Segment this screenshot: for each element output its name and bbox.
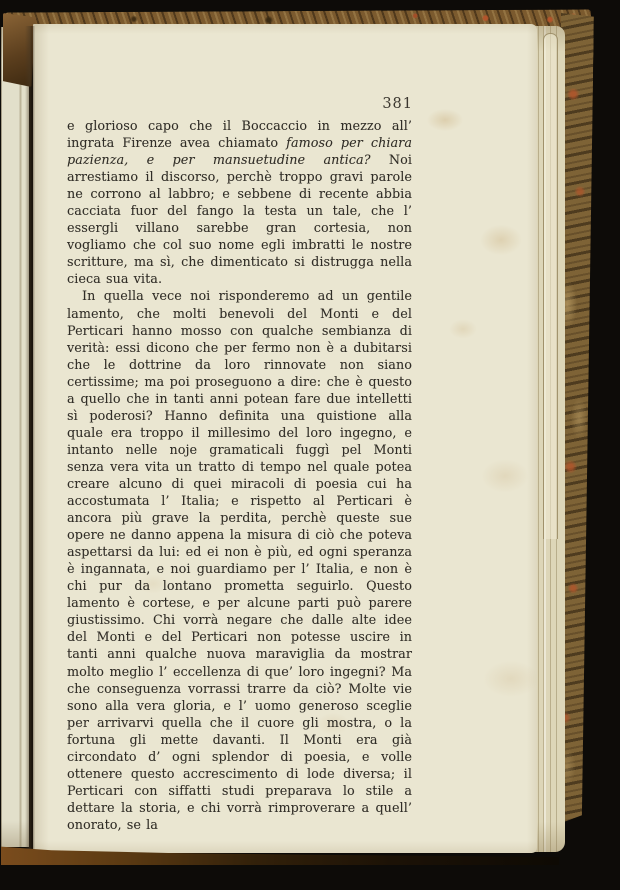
text-run: In quella vece noi risponderemo ad un gentile lamento, che molti benevoli del Monti e del Perticari hanno mosso con qualche sembianza di verità: essi dicono che per fermo non è a dubitarsi che le dottrine da loro rinnovate non siano certissime; ma poi proseguono a dire: che è questo a quello che in tanti anni potean fare due intelletti sì poderosi? Hanno definita una quistione alla quale era troppo il millesimo del loro ingegno, e intanto nelle noje gramaticali fuggì pel Monti senza vera vita un tratto di tempo nel quale potea creare alcuno di quei miracoli di poesia cui ha accostumata l’ Italia; e rispetto al Perticari è ancora più grave la perdita, perchè queste sue opere ne danno appena la misura di ciò che poteva aspettarsi da lui: ed ei non è più, ed ogni speranza è ingannata, e noi guardiamo per l’ Italia, e non è chi pur da lontano prometta seguirlo. Questo lamento è cortese, e per alcune parti può parere giustissimo. Chi vorrà negare che dalle alte idee del Monti e del Perticari non potesse uscire in tanti anni qualche nuova maraviglia da mostrar molto meglio l’ eccellenza di que’ loro ingegni? Ma che conseguenza vorrassi trarre da ciò? Molte vie sono alla vera gloria, e l’ uomo generoso sceglie per arrivarvi quella che il cuore gli mostra, o la fortuna gli mette davanti. Il Monti era già circondato d’ ogni splendor di poesia, e volle ottenere questo accrescimento di lode diversa; il Perticari con siffatti studi preparava lo stile a dettare la storia, e chi vorrà rimproverare a quell’ onorato, se la (67, 288, 412, 832)
book-page (33, 24, 537, 853)
page-text (67, 117, 412, 833)
italic-run: famoso per chiara pazienza, e per mansuetudine antica? (67, 135, 412, 168)
page-number: 381 (382, 96, 413, 112)
curled-sheet-edge (543, 33, 558, 539)
paragraph (67, 117, 412, 287)
paragraph (67, 287, 412, 833)
text-run: e glorioso capo che il Boccaccio in mezzo all’ ingrata Firenze avea chiamato (67, 118, 412, 151)
gutter-shadow (25, 26, 37, 850)
text-run: Noi arrestiamo il discorso, perchè troppo gravi parole ne corrono al labbro; e sebbene di recente abbia cacciata fuor del fango la testa un tale, che l’ essergli villano sarebbe gran cortesia, non vogliamo che col suo nome egli imbratti le nostre scritture, ma sì, che dimenticato si distrugga nella cieca sua vita. (67, 152, 412, 287)
